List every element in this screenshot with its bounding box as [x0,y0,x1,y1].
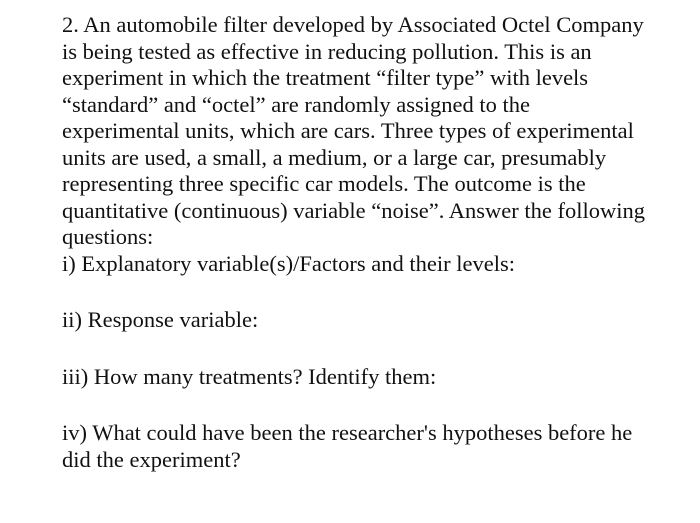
intro-line-6: units are used, a small, a medium, or a large car, presumably [62,144,607,170]
question-text [62,12,694,473]
intro-line-3: experiment in which the treatment “filter type” with levels [62,65,589,90]
intro-line-9: questions: [62,224,154,249]
part-iv-prompt-line-1: iv) What could have been the researcher's hypotheses before he [62,420,633,445]
part-iii-prompt: iii) How many treatments? Identify them: [62,363,437,389]
intro-line-4: “standard” and “octel” are randomly assigned to the [62,91,530,117]
answer-space-i [62,277,694,307]
answer-space-iii [62,390,694,420]
part-ii-prompt: ii) Response variable: [62,307,259,332]
part-iv-prompt-line-2: did the experiment? [62,446,241,472]
intro-line-7: representing three specific car models. The outcome is the [62,171,586,196]
intro-line-8: quantitative (continuous) variable “noise”. Answer the following [62,197,645,223]
intro-line-5: experimental units, which are cars. Three types of experimental [62,118,634,143]
part-i-prompt: i) Explanatory variable(s)/Factors and their levels: [62,250,515,276]
intro-line-2: is being tested as effective in reducing pollution. This is an [62,38,592,64]
intro-line-1: 2. An automobile filter developed by Associated Octel Company [62,12,644,37]
answer-space-ii [62,334,694,364]
